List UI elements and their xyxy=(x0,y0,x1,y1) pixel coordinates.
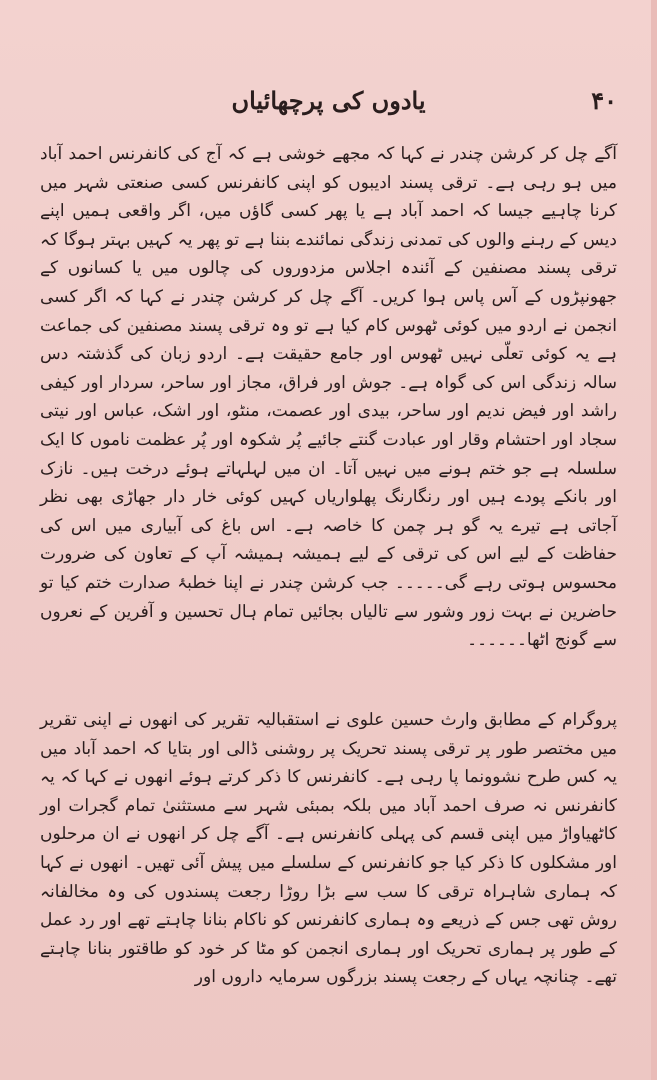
paragraph-text: آگے چل کر کرشن چندر نے کہا کہ مجھے خوشی ہے کہ آج کی کانفرنس احمد آباد میں ہو رہی ہے۔ ترقی پسند ادیبوں کو اپنی کانفرنس کسی صنعتی شہر میں کرنا چاہیے جیسا کہ احمد آباد ہے یا پھر کسی گاؤں میں، اگر واقعی ہمیں اپنے دیس کے رہنے والوں کی تمدنی زندگی نمائندے بننا ہے تو پھر یہ کہیں بہتر ہوگا کہ ترقی پسند مصنفین کے آئندہ اجلاس مزدوروں کی چالوں میں یا کسانوں کے جھونپڑوں کے آس پاس ہوا کریں۔ آگے چل کر کرشن چندر نے کہا کہ اگر کسی انجمن نے اردو میں کوئی ٹھوس کام کیا ہے تو وہ ترقی پسند مصنفین کی جماعت ہے یہ کوئی تعلّی نہیں ٹھوس اور جامع حقیقت ہے۔ اردو زبان کی گذشتہ دس سالہ زندگی اس کی گواہ ہے۔ جوش اور فراق، مجاز اور ساحر، سردار اور کیفی راشد اور فیض ندیم اور ساحر، بیدی اور عصمت، منٹو، اور اشک، عباس اور نیتی سجاد اور احتشام وقار اور عبادت گنتے جائیے پُر شکوہ اور پُر عظمت ناموں کا ایک سلسلہ ہے جو ختم ہونے میں نہیں آتا۔ ان میں لہلہاتے ہوئے درخت ہیں۔ نازک اور بانکے پودے ہیں اور رنگارنگ پھلواریاں کہیں کوئی خار دار جھاڑی بھی نظر آجاتی ہے تیرے یہ گو ہر چمن کا خاصہ ہے۔ اس باغ کی آبیاری میں اس کی حفاظت کے لیے اس کی ترقی کے لیے ہمیشہ ہمیشہ آپ کے تعاون کی ضرورت محسوس ہوتی رہے گی۔۔۔۔۔ جب کرشن چندر نے اپنا خطبۂ صدارت ختم کیا تو حاضرین نے بہت زور وشور سے تالیاں بجائیں تمام ہال تحسین و آفرین کے نعروں سے گونج اٹھا۔۔۔۔۔۔ xyxy=(40,144,617,651)
body-paragraph-2 xyxy=(40,706,617,992)
page-header xyxy=(40,86,617,126)
page-number: ۴۰ xyxy=(591,86,617,115)
body-paragraph-1 xyxy=(40,140,617,655)
running-title: یادوں کی پرچھائیاں xyxy=(231,86,426,115)
paragraph-text: پروگرام کے مطابق وارث حسین علوی نے استقبالیہ تقریر کی انھوں نے اپنی تقریر میں مختصر طور پر ترقی پسند تحریک پر روشنی ڈالی اور بتایا کہ احمد آباد میں یہ کس طرح نشوونما پا رہی ہے۔ کانفرنس کا ذکر کرتے ہوئے انھوں نے کہا کہ یہ کانفرنس نہ صرف احمد آباد میں بلکہ بمبئی شہر سے مستثنیٰ تمام گجرات اور کاٹھیاواڑ میں اپنی قسم کی پہلی کانفرنس ہے۔ آگے چل کر انھوں نے ان مرحلوں اور مشکلوں کا ذکر کیا جو کانفرنس کے سلسلے میں پیش آئی تھیں۔ انھوں نے کہا کہ ہماری شاہراہ ترقی کا سب سے بڑا روڑا رجعت پسندوں کی وہ مخالفانہ روش تھی جس کے ذریعے وہ ہماری کانفرنس کو ناکام بنانا چاہتے تھے اور رد عمل کے طور پر ہماری تحریک اور ہماری انجمن کو مٹا کر خود کو طاقتور بنانا چاہتے تھے۔ چنانچہ یہاں کے رجعت پسند بزرگوں سرمایہ داروں اور xyxy=(40,710,617,988)
